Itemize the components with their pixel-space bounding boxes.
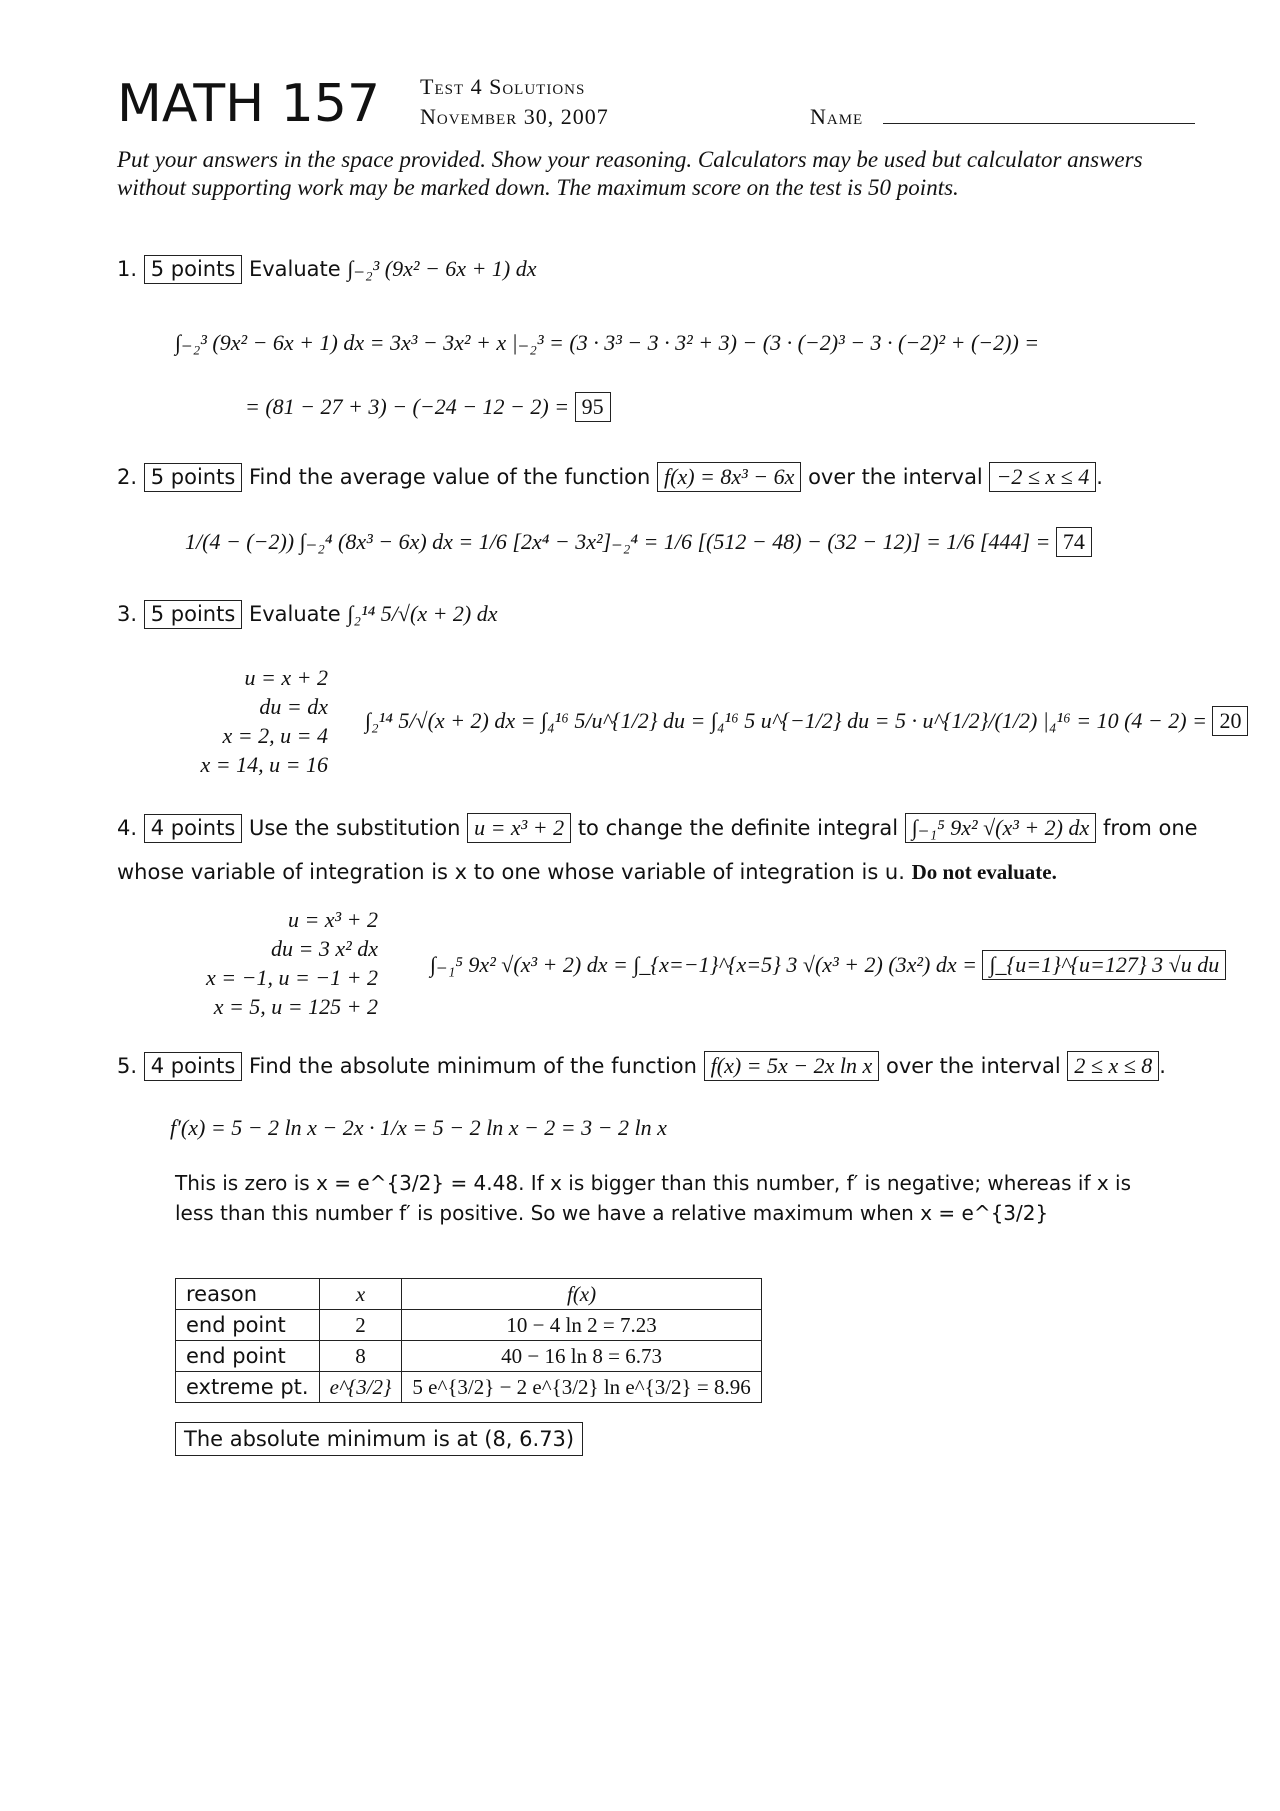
course-title: MATH 157 <box>117 74 381 134</box>
problem-2-work <box>185 527 1092 557</box>
answer-box: 74 <box>1056 527 1092 557</box>
points-badge: 4 points <box>144 1052 243 1081</box>
table-header-row <box>176 1279 762 1310</box>
interval-box: 2 ≤ x ≤ 8 <box>1067 1051 1159 1081</box>
test-date: November 30, 2007 <box>420 104 609 129</box>
problem-number: 2. <box>117 465 138 489</box>
problem-1-work-line-2 <box>245 392 611 422</box>
sub-line: u = x + 2 <box>244 665 328 690</box>
work-text: = (81 − 27 + 3) − (−24 − 12 − 2) = <box>245 394 570 419</box>
problem-prompt: Find the average value of the function <box>248 465 651 489</box>
problem-4-substitution <box>168 905 378 1021</box>
problem-number: 1. <box>117 257 138 281</box>
table-cell: 8 <box>319 1341 402 1372</box>
table-cell: 40 − 16 ln 8 = 6.73 <box>402 1341 761 1372</box>
problem-4-work <box>430 950 1226 980</box>
problem-prompt: Use the substitution <box>248 816 461 840</box>
problem-1-header <box>117 255 537 284</box>
problem-4-header-cont <box>117 860 1057 885</box>
name-line[interactable] <box>883 123 1195 124</box>
points-badge: 5 points <box>144 463 243 492</box>
problem-5-derivative: f′(x) = 5 − 2 ln x − 2x · 1/x = 5 − 2 ln x − 2 = 3 − 2 ln x <box>170 1115 667 1140</box>
integral-box: ∫₋₁⁵ 9x² √(x³ + 2) dx <box>905 813 1097 843</box>
problem-prompt-end: from one <box>1102 816 1198 840</box>
summary-table-wrapper <box>175 1278 762 1403</box>
answer-box: ∫_{u=1}^{u=127} 3 √u du <box>982 950 1226 980</box>
table-row <box>176 1372 762 1403</box>
sub-line: x = 14, u = 16 <box>200 752 328 777</box>
problem-5-explanation: This is zero is x = e^{3/2} = 4.48. If x is bigger than this number, f′ is negative; whereas if x is less than this number f′ is positive. So we have a relative maximum when x = e^{3/2} <box>175 1171 1132 1225</box>
problem-prompt: Evaluate <box>248 257 341 281</box>
function-box: f(x) = 5x − 2x ln x <box>704 1051 880 1081</box>
problem-1-work-line-1: ∫₋₂³ (9x² − 6x + 1) dx = 3x³ − 3x² + x |₋₂³ = (3 · 3³ − 3 · 3² + 3) − (3 · (−2)³ − 3 · (−2)² + (−2)) = <box>175 330 1040 355</box>
table-cell: end point <box>176 1341 320 1372</box>
points-badge: 5 points <box>144 255 243 284</box>
problem-prompt-mid: over the interval <box>885 1054 1061 1078</box>
table-header: f(x) <box>402 1279 761 1310</box>
table-cell: extreme pt. <box>176 1372 320 1403</box>
answer-box: 20 <box>1212 706 1248 736</box>
problem-integral: ∫₂¹⁴ 5/√(x + 2) dx <box>347 601 498 626</box>
problem-number: 5. <box>117 1054 138 1078</box>
points-badge: 4 points <box>144 814 243 843</box>
table-header: reason <box>176 1279 320 1310</box>
answer-box: 95 <box>575 392 611 422</box>
problem-2-header: 2. 5 points Find the average value of the function f(x) = 8x³ − 6x over the interval −2 ≤ x ≤ 4 . <box>117 462 1103 492</box>
problem-3-work <box>365 706 1248 736</box>
problem-prompt: Evaluate <box>248 602 341 626</box>
problem-prompt-mid: over the interval <box>808 465 983 489</box>
problem-emphasis: Do not evaluate. <box>911 860 1057 884</box>
problem-3-header <box>117 600 498 629</box>
work-text: ∫₋₁⁵ 9x² √(x³ + 2) dx = ∫_{x=−1}^{x=5} 3 √(x³ + 2) (3x²) dx = <box>430 952 977 977</box>
table-cell: 2 <box>319 1310 402 1341</box>
table-row <box>176 1341 762 1372</box>
interval-box: −2 ≤ x ≤ 4 <box>989 462 1096 492</box>
sub-line: du = dx <box>259 694 328 719</box>
problem-number: 4. <box>117 816 138 840</box>
problem-prompt-line2: whose variable of integration is x to one whose variable of integration is u. <box>117 860 905 884</box>
name-label: Name <box>810 104 864 129</box>
sub-line: du = 3 x² dx <box>271 936 378 961</box>
table-cell: e^{3/2} <box>319 1372 402 1403</box>
sub-line: x = 5, u = 125 + 2 <box>213 994 378 1019</box>
table-cell: 5 e^{3/2} − 2 e^{3/2} ln e^{3/2} = 8.96 <box>402 1372 761 1403</box>
table-cell: end point <box>176 1310 320 1341</box>
table-cell: 10 − 4 ln 2 = 7.23 <box>402 1310 761 1341</box>
problem-integral: ∫₋₂³ (9x² − 6x + 1) dx <box>347 256 537 281</box>
sub-line: x = 2, u = 4 <box>222 723 328 748</box>
work-text: 1/(4 − (−2)) ∫₋₂⁴ (8x³ − 6x) dx = 1/6 [2x⁴ − 3x²]₋₂⁴ = 1/6 [(512 − 48) − (32 − 12)] = 1/6 [444] = <box>185 529 1051 554</box>
work-text: ∫₂¹⁴ 5/√(x + 2) dx = ∫₄¹⁶ 5/u^{1/2} du = ∫₄¹⁶ 5 u^{−1/2} du = 5 · u^{1/2}/(1/2) |₄¹⁶ = 10 (4 − 2) = <box>365 708 1207 733</box>
problem-4-header <box>117 813 1198 843</box>
problem-3-substitution <box>168 663 328 779</box>
summary-table <box>175 1278 762 1403</box>
problem-5-header: 5. 4 points Find the absolute minimum of the function f(x) = 5x − 2x ln x over the interval 2 ≤ x ≤ 8 . <box>117 1051 1166 1081</box>
problem-prompt-mid: to change the definite integral <box>577 816 899 840</box>
test-title: Test 4 Solutions <box>420 74 586 99</box>
problem-number: 3. <box>117 602 138 626</box>
instructions: Put your answers in the space provided. Show your reasoning. Calculators may be used but calculator answers without supporting work may be marked down. The maximum score on the test is 50 points. <box>117 147 1143 200</box>
table-row <box>176 1310 762 1341</box>
sub-line: x = −1, u = −1 + 2 <box>206 965 378 990</box>
function-box: f(x) = 8x³ − 6x <box>657 462 801 492</box>
points-badge: 5 points <box>144 600 243 629</box>
substitution-box: u = x³ + 2 <box>467 813 571 843</box>
problem-5-conclusion: The absolute minimum is at (8, 6.73) <box>175 1422 583 1456</box>
problem-prompt: Find the absolute minimum of the function <box>248 1054 697 1078</box>
table-header: x <box>319 1279 402 1310</box>
sub-line: u = x³ + 2 <box>287 907 378 932</box>
